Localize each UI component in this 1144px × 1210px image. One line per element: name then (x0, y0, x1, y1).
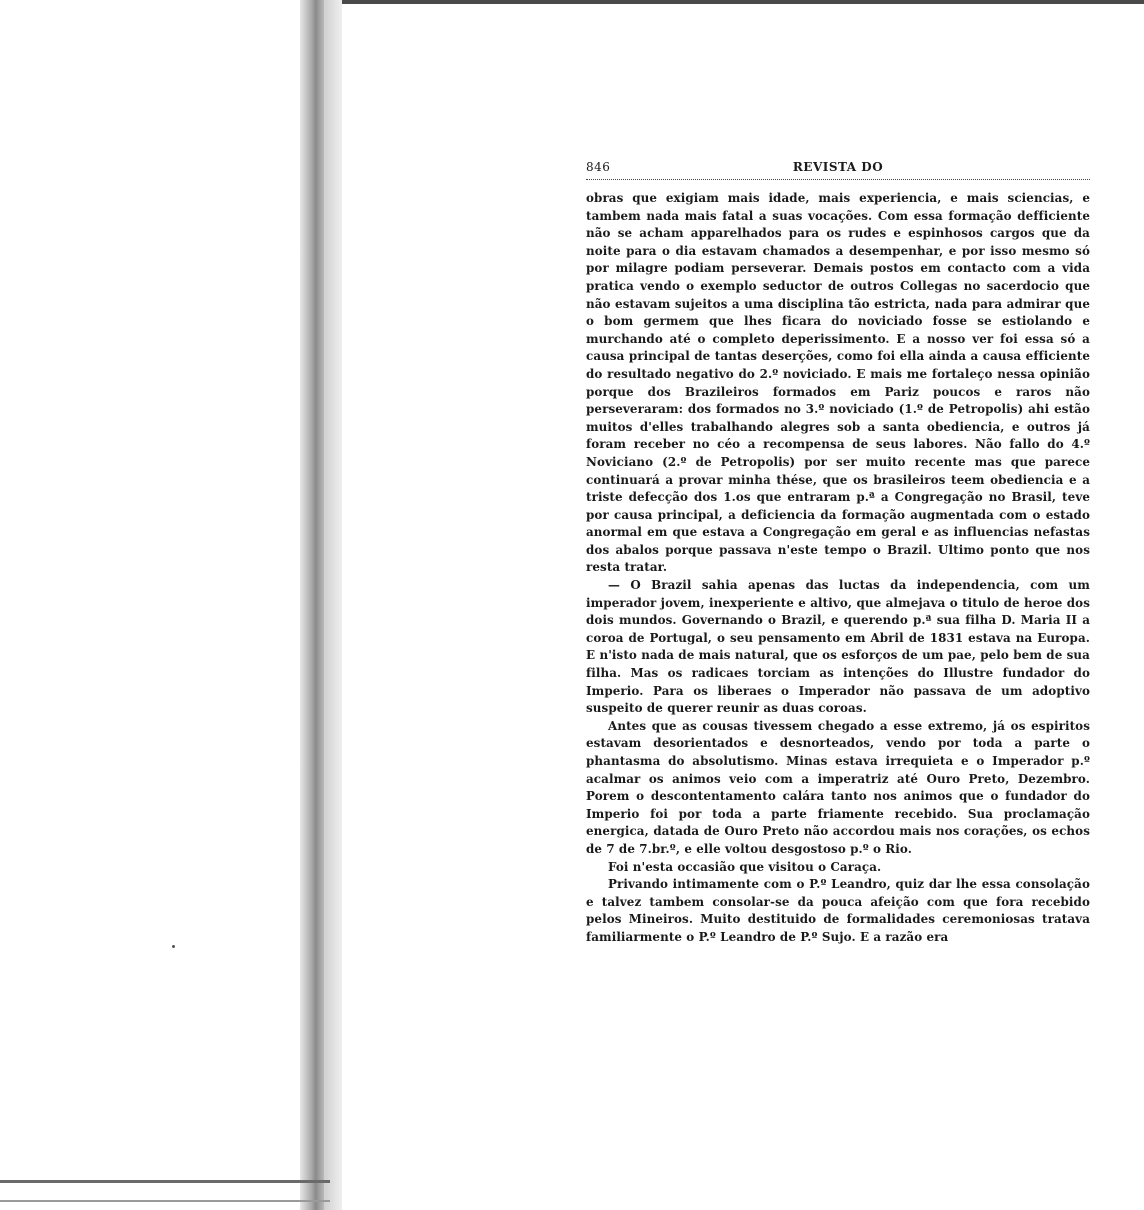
body-text (586, 190, 1090, 947)
paragraph-3: Antes que as cousas tivessem chegado a esse extremo, já os espiritos estavam desorientados e desnorteados, vendo por toda a parte o phantasma do absolutismo. Minas estava irrequieta e o Imperador p.º acalmar os animos veio com a imperatriz até Ouro Preto, Dezembro. Porem o descontentamento calára tanto nos animos que o fundador do Imperio foi por toda a parte friamente recebido. Sua proclamação energica, datada de Ouro Preto não accordou mais nos corações, os echos de 7 de 7.br.º, e elle voltou desgostoso p.º o Rio. (586, 718, 1090, 856)
scan-bottom-edge-2 (0, 1200, 330, 1202)
running-title: REVISTA DO (792, 160, 884, 174)
running-header (586, 160, 1090, 180)
paragraph-5: Privando intimamente com o P.º Leandro, quiz dar lhe essa consolação e talvez tambem consolar-se da pouca afeição com que fora recebido pelos Mineiros. Muito destituido de formalidades ceremoniosas tratava familiarmente o P.º Leandro de P.º Sujo. E a razão era (586, 877, 1090, 944)
page-number: 846 (586, 160, 611, 174)
paragraph-1: obras que exigiam mais idade, mais experiencia, e mais sciencias, e tambem nada mais fatal a suas vocações. Com essa formação defficiente não se acham apparelhados para os rudes e espinhosos cargos que da noite para o dia estavam chamados a desempenhar, e por isso mesmo só por milagre podiam perseverar. Demais postos em contacto com a vida pratica vendo o exemplo seductor de outros Collegas no sacerdocio que não estavam sujeitos a uma disciplina tão estricta, nada para admirar que o bom germem que lhes ficara do noviciado fosse se estiolando e murchando até o completo deperissimento. E a nosso ver foi essa só a causa principal de tantas deserções, como foi ella ainda a causa efficiente do resultado negativo do 2.º noviciado. E mais me fortaleço nessa opinião porque dos Brazileiros formados em Pariz poucos e raros não perseveraram: dos formados no 3.º noviciado (1.º de Petropolis) ahi estão muitos d'elles trabalhando alegres sob a santa obediencia, e outros já foram receber no céo a recompensa de seus labores. Não fallo do 4.º Noviciano (2.º de Petropolis) por ser muito recente mas que parece continuará a provar minha thése, que os brasileiros teem obediencia e a triste defecção dos 1.os que entraram p.ª a Congregação no Brasil, teve por causa principal, a deficiencia da formação augmentada com o estado anormal em que estava a Congregação em geral e as influencias nefastas dos abalos porque passava n'este tempo o Brazil. Ultimo ponto que nos resta tratar. (586, 191, 1090, 575)
scan-speck (172, 945, 175, 948)
scan-top-edge (330, 0, 1144, 4)
book-page (586, 160, 1090, 947)
paragraph-2: — O Brazil sahia apenas das luctas da independencia, com um imperador jovem, inexperiente e altivo, que almejava o titulo de heroe dos dois mundos. Governando o Brazil, e querendo p.ª sua filha D. Maria II a coroa de Portugal, o seu pensamento em Abril de 1831 estava na Europa. E n'isto nada de mais natural, que os esforços de um pae, pelo bem de sua filha. Mas os radicaes torciam as intenções do Illustre fundador do Imperio. Para os liberaes o Imperador não passava de um adoptivo suspeito de querer reunir as duas coroas. (586, 578, 1090, 716)
paragraph-4: Foi n'esta occasião que visitou o Caraça. (608, 859, 882, 874)
scan-bottom-edge (0, 1180, 330, 1183)
book-gutter-shadow (300, 0, 326, 1210)
book-gutter-edge (324, 0, 342, 1210)
